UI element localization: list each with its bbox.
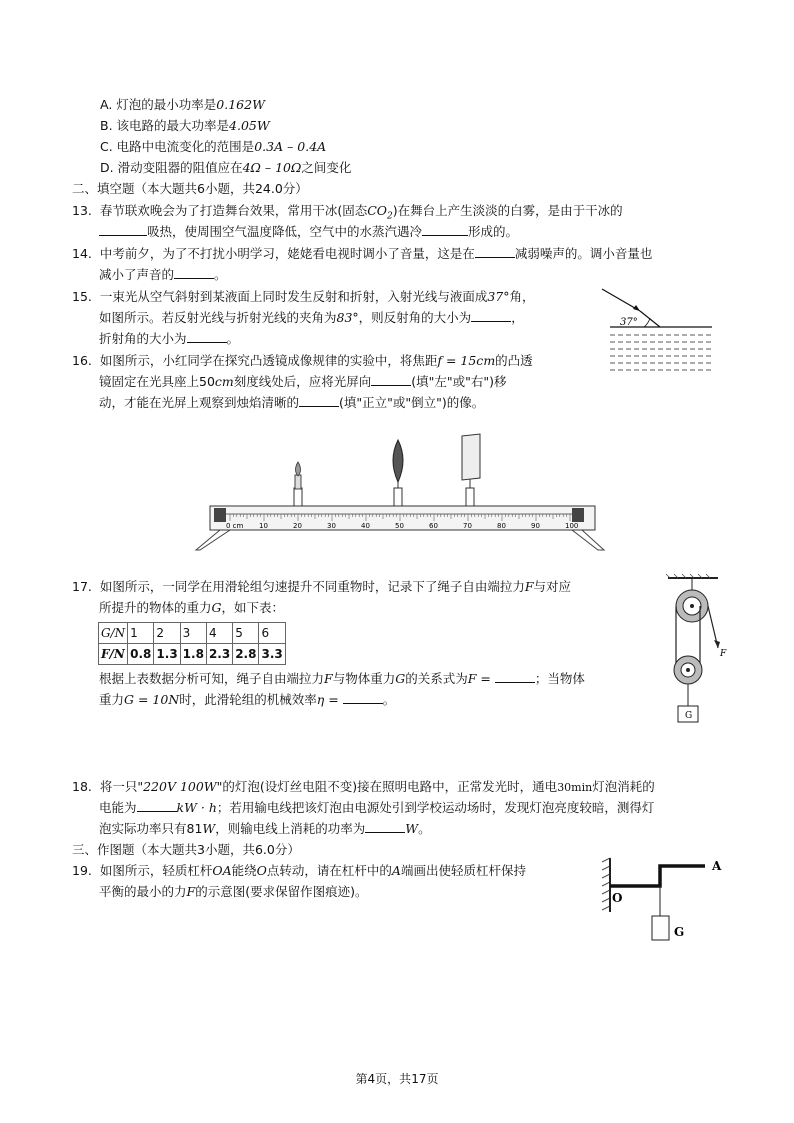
ruler-tick-label: 100 (565, 522, 579, 530)
option-b (100, 117, 270, 135)
q16-optical-bench-figure (200, 430, 600, 555)
q17-line4 (99, 691, 395, 709)
option-c-text: C. 电路中电流变化的范围是 (100, 139, 255, 154)
q13-text-d: 形成的。 (468, 224, 519, 239)
q17-text-f: 与物体重力 (332, 671, 396, 686)
table-cell: 2.8 (233, 644, 259, 665)
q16-text-e: (填"左"或"右")移 (411, 374, 507, 389)
q17-pulley-figure (660, 574, 730, 729)
q17-G: G (211, 600, 222, 615)
q18-text-g: ，则输电线上消耗的功率为 (215, 821, 366, 836)
q18-text-e: ；若用输电线把该灯泡由电源处引到学校运动场时，发现灯泡亮度较暗，测得灯 (216, 800, 655, 815)
q19-oa: OA (212, 863, 232, 878)
q16-text-a: 如图所示，小红同学在探究凸透镜成像规律的实验中，将焦距 (99, 353, 438, 368)
q17-text-h: ；当物体 (534, 671, 585, 686)
q15-angle-1: 37° (487, 289, 510, 304)
q19-text-f: 的示意图(要求保留作图痕迹)。 (195, 884, 368, 899)
q18-line1 (72, 778, 655, 797)
q14-text-b: 减弱噪声的。调小音量也 (514, 246, 653, 261)
q13-line2 (99, 223, 518, 241)
light-screen (462, 434, 480, 506)
q15-blank-1[interactable] (471, 309, 511, 322)
section-3-heading: 三、作图题（本大题共3小题，共6.0分） (72, 842, 300, 857)
q15-text-e: ， (511, 310, 524, 325)
q15-line1 (72, 288, 535, 306)
option-d-value: 4Ω – 10Ω (242, 160, 302, 175)
convex-lens (393, 440, 403, 506)
q13-blank-2[interactable] (422, 223, 468, 236)
option-a-text: A. 灯泡的最小功率是 (100, 97, 217, 112)
q19-f: F (186, 884, 196, 899)
q19-figure-g-label: G (674, 925, 685, 939)
ruler-tick-label: 70 (463, 522, 472, 530)
footer-pre: 第 (355, 1072, 368, 1086)
section-2-heading: 二、填空题（本大题共6小题，共24.0分） (72, 181, 308, 196)
q16-blank-1[interactable] (371, 373, 411, 386)
q17-number: 17. (72, 579, 92, 594)
q17-eq-g: G = 10N (124, 692, 180, 707)
candle (294, 462, 302, 506)
q13-formula-sub: 2 (387, 211, 393, 222)
option-d (100, 159, 351, 177)
table-cell: 1.8 (180, 644, 206, 665)
option-d-post: 之间变化 (301, 160, 352, 175)
q16-text-f: 动，才能在光屏上观察到烛焰清晰的 (99, 395, 300, 410)
q18-time: 30min (557, 781, 593, 794)
q13-text-b: )在舞台上产生淡淡的白雾，是由于干冰的 (392, 203, 623, 218)
table-cell: 2 (154, 623, 180, 644)
q17-blank-1[interactable] (495, 670, 535, 683)
q19-a: A (391, 863, 401, 878)
q19-text-b: 能绕 (231, 863, 257, 878)
q17-eta: η = (316, 692, 343, 707)
q14-line1 (72, 245, 652, 263)
option-c-value: 0.3A – 0.4A (254, 139, 327, 154)
q17-G-2: G (395, 671, 406, 686)
table-cell: 5 (233, 623, 259, 644)
q13-text-c: 吸热，使周围空气温度降低，空气中的水蒸汽遇冷 (147, 224, 423, 239)
q15-line2 (99, 309, 524, 327)
q17-F: F (524, 579, 534, 594)
q17-eq-f: F = (467, 671, 495, 686)
option-a (100, 96, 265, 114)
q15-text-b: 角， (509, 289, 535, 304)
q13-blank-1[interactable] (99, 223, 147, 236)
q15-angle-2: 83° (336, 310, 359, 325)
q18-unit-w: W (202, 821, 216, 836)
q15-number: 15. (72, 289, 92, 304)
q17-text-i: 重力 (99, 692, 125, 707)
table-head-f: F/N (99, 644, 128, 665)
q17-blank-2[interactable] (343, 691, 383, 704)
q19-figure-o-label: O (612, 891, 623, 905)
ruler-tick-label: 10 (259, 522, 268, 530)
footer-mid: 页，共 (375, 1072, 412, 1086)
option-b-text: B. 该电路的最大功率是 (100, 118, 230, 133)
q13-number: 13. (72, 203, 92, 218)
q19-text-d: 端画出使轻质杠杆保持 (400, 863, 526, 878)
q15-figure-angle-label: 37° (620, 317, 638, 328)
table-cell: 3 (180, 623, 206, 644)
q16-text-d: 刻度线处后，应将光屏向 (233, 374, 372, 389)
q19-text-c: 点转动，请在杠杆中的 (266, 863, 392, 878)
q14-blank-1[interactable] (475, 245, 515, 258)
ruler-tick-label: 60 (429, 522, 438, 530)
q14-text-a: 中考前夕，为了不打扰小明学习，姥姥看电视时调小了音量，这是在 (99, 246, 475, 261)
q13-line1 (72, 202, 623, 226)
q18-line3 (99, 820, 431, 838)
q17-text-b: 与对应 (533, 579, 572, 594)
page-footer (0, 1070, 794, 1088)
footer-post: 页 (426, 1072, 439, 1086)
q15-liquid-figure (600, 285, 715, 373)
q18-text-d: 电能为 (99, 800, 137, 815)
ruler-tick-label: 90 (531, 522, 540, 530)
table-head-g: G/N (99, 623, 128, 644)
q16-number: 16. (72, 353, 92, 368)
q18-text-h: 。 (418, 821, 431, 836)
option-a-value: 0.162W (216, 97, 265, 112)
q17-text-a: 如图所示，一同学在用滑轮组匀速提升不同重物时，记录下了绳子自由端拉力 (99, 579, 525, 594)
q18-lamp-spec: 220V 100W (143, 779, 217, 794)
q16-blank-2[interactable] (299, 394, 339, 407)
q17-text-e: 根据上表数据分析可知，绳子自由端拉力 (99, 671, 325, 686)
q13-text-a: 春节联欢晚会为了打造舞台效果，常用干冰(固态 (99, 203, 368, 218)
q15-line3 (99, 330, 239, 348)
q16-line1 (72, 352, 533, 370)
ruler-tick-label: 0 cm (226, 522, 244, 530)
table-row (99, 644, 286, 665)
ruler-tick-label: 40 (361, 522, 370, 530)
q18-unit: kW · h (176, 800, 217, 815)
q17-data-table (98, 622, 286, 665)
q17-figure-g-label: G (685, 711, 693, 721)
q18-text-f: 泡实际功率只有81 (99, 821, 203, 836)
q18-text-a: 将一只" (99, 779, 144, 794)
q17-F-2: F (324, 671, 333, 686)
ruler-tick-label: 30 (327, 522, 336, 530)
total-pages: 17 (411, 1072, 427, 1086)
ruler-tick-label: 80 (497, 522, 506, 530)
q16-text-g: (填"正立"或"倒立")的像。 (339, 395, 485, 410)
q15-text-f: 折射角的大小为 (99, 331, 187, 346)
table-cell: 6 (259, 623, 285, 644)
q18-unit-w-2: W (405, 821, 419, 836)
ruler-tick-label: 50 (395, 522, 404, 530)
current-page: 4 (367, 1072, 376, 1086)
q16-line3 (99, 394, 484, 412)
q18-line2 (99, 799, 654, 817)
table-cell: 1.3 (154, 644, 180, 665)
table-row (99, 623, 286, 644)
q19-line2 (99, 883, 367, 901)
q19-figure-a-label: A (712, 859, 722, 873)
q19-lever-figure (600, 850, 730, 950)
q17-text-d: ，如下表： (221, 600, 285, 615)
table-cell: 2.3 (206, 644, 232, 665)
q17-text-c: 所提升的物体的重力 (99, 600, 212, 615)
q14-blank-2[interactable] (174, 266, 214, 279)
q19-text-a: 如图所示，轻质杠杆 (99, 863, 213, 878)
q15-text-d: ，则反射角的大小为 (358, 310, 472, 325)
option-c (100, 138, 326, 156)
option-d-text: D. 滑动变阻器的阻值应在 (100, 160, 243, 175)
q13-formula: CO (367, 203, 388, 218)
q17-line2 (99, 599, 284, 617)
table-cell: 0.8 (128, 644, 154, 665)
q16-focal-length: f = 15cm (437, 353, 496, 368)
q15-text-g: 。 (226, 331, 240, 346)
q19-line1 (72, 862, 526, 880)
q18-number: 18. (72, 779, 92, 794)
q17-text-k: 。 (382, 692, 396, 707)
q17-text-j: 时，此滑轮组的机械效率 (179, 692, 317, 707)
q17-figure-f-label: F (720, 649, 727, 659)
q16-unit: cm (214, 374, 234, 389)
q15-blank-2[interactable] (187, 330, 227, 343)
q18-blank-1[interactable] (137, 799, 177, 812)
ruler-tick-label: 20 (293, 522, 302, 530)
q18-text-b: "的灯泡(设灯丝电阻不变)接在照明电路中，正常发光时，通电 (216, 779, 558, 794)
q15-text-c: 如图所示。若反射光线与折射光线的夹角为 (99, 310, 337, 325)
q19-o: O (256, 863, 267, 878)
q14-number: 14. (72, 246, 92, 261)
q16-line2 (99, 373, 507, 391)
q14-text-d: 。 (214, 267, 227, 282)
table-cell: 3.3 (259, 644, 285, 665)
q15-text-a: 一束光从空气斜射到某液面上同时发生反射和折射，入射光线与液面成 (99, 289, 488, 304)
q18-blank-2[interactable] (365, 820, 405, 833)
q18-text-c: 灯泡消耗的 (592, 779, 655, 794)
table-cell: 1 (128, 623, 154, 644)
q16-text-b: 的凸透 (495, 353, 533, 368)
option-b-value: 4.05W (229, 118, 270, 133)
q17-text-g: 的关系式为 (405, 671, 468, 686)
q14-line2 (99, 266, 227, 284)
q17-line3 (99, 670, 585, 688)
table-cell: 4 (206, 623, 232, 644)
q14-text-c: 减小了声音的 (99, 267, 175, 282)
q16-text-c: 镜固定在光具座上50 (99, 374, 215, 389)
q19-text-e: 平衡的最小的力 (99, 884, 187, 899)
q19-number: 19. (72, 863, 92, 878)
q17-line1 (72, 578, 571, 596)
